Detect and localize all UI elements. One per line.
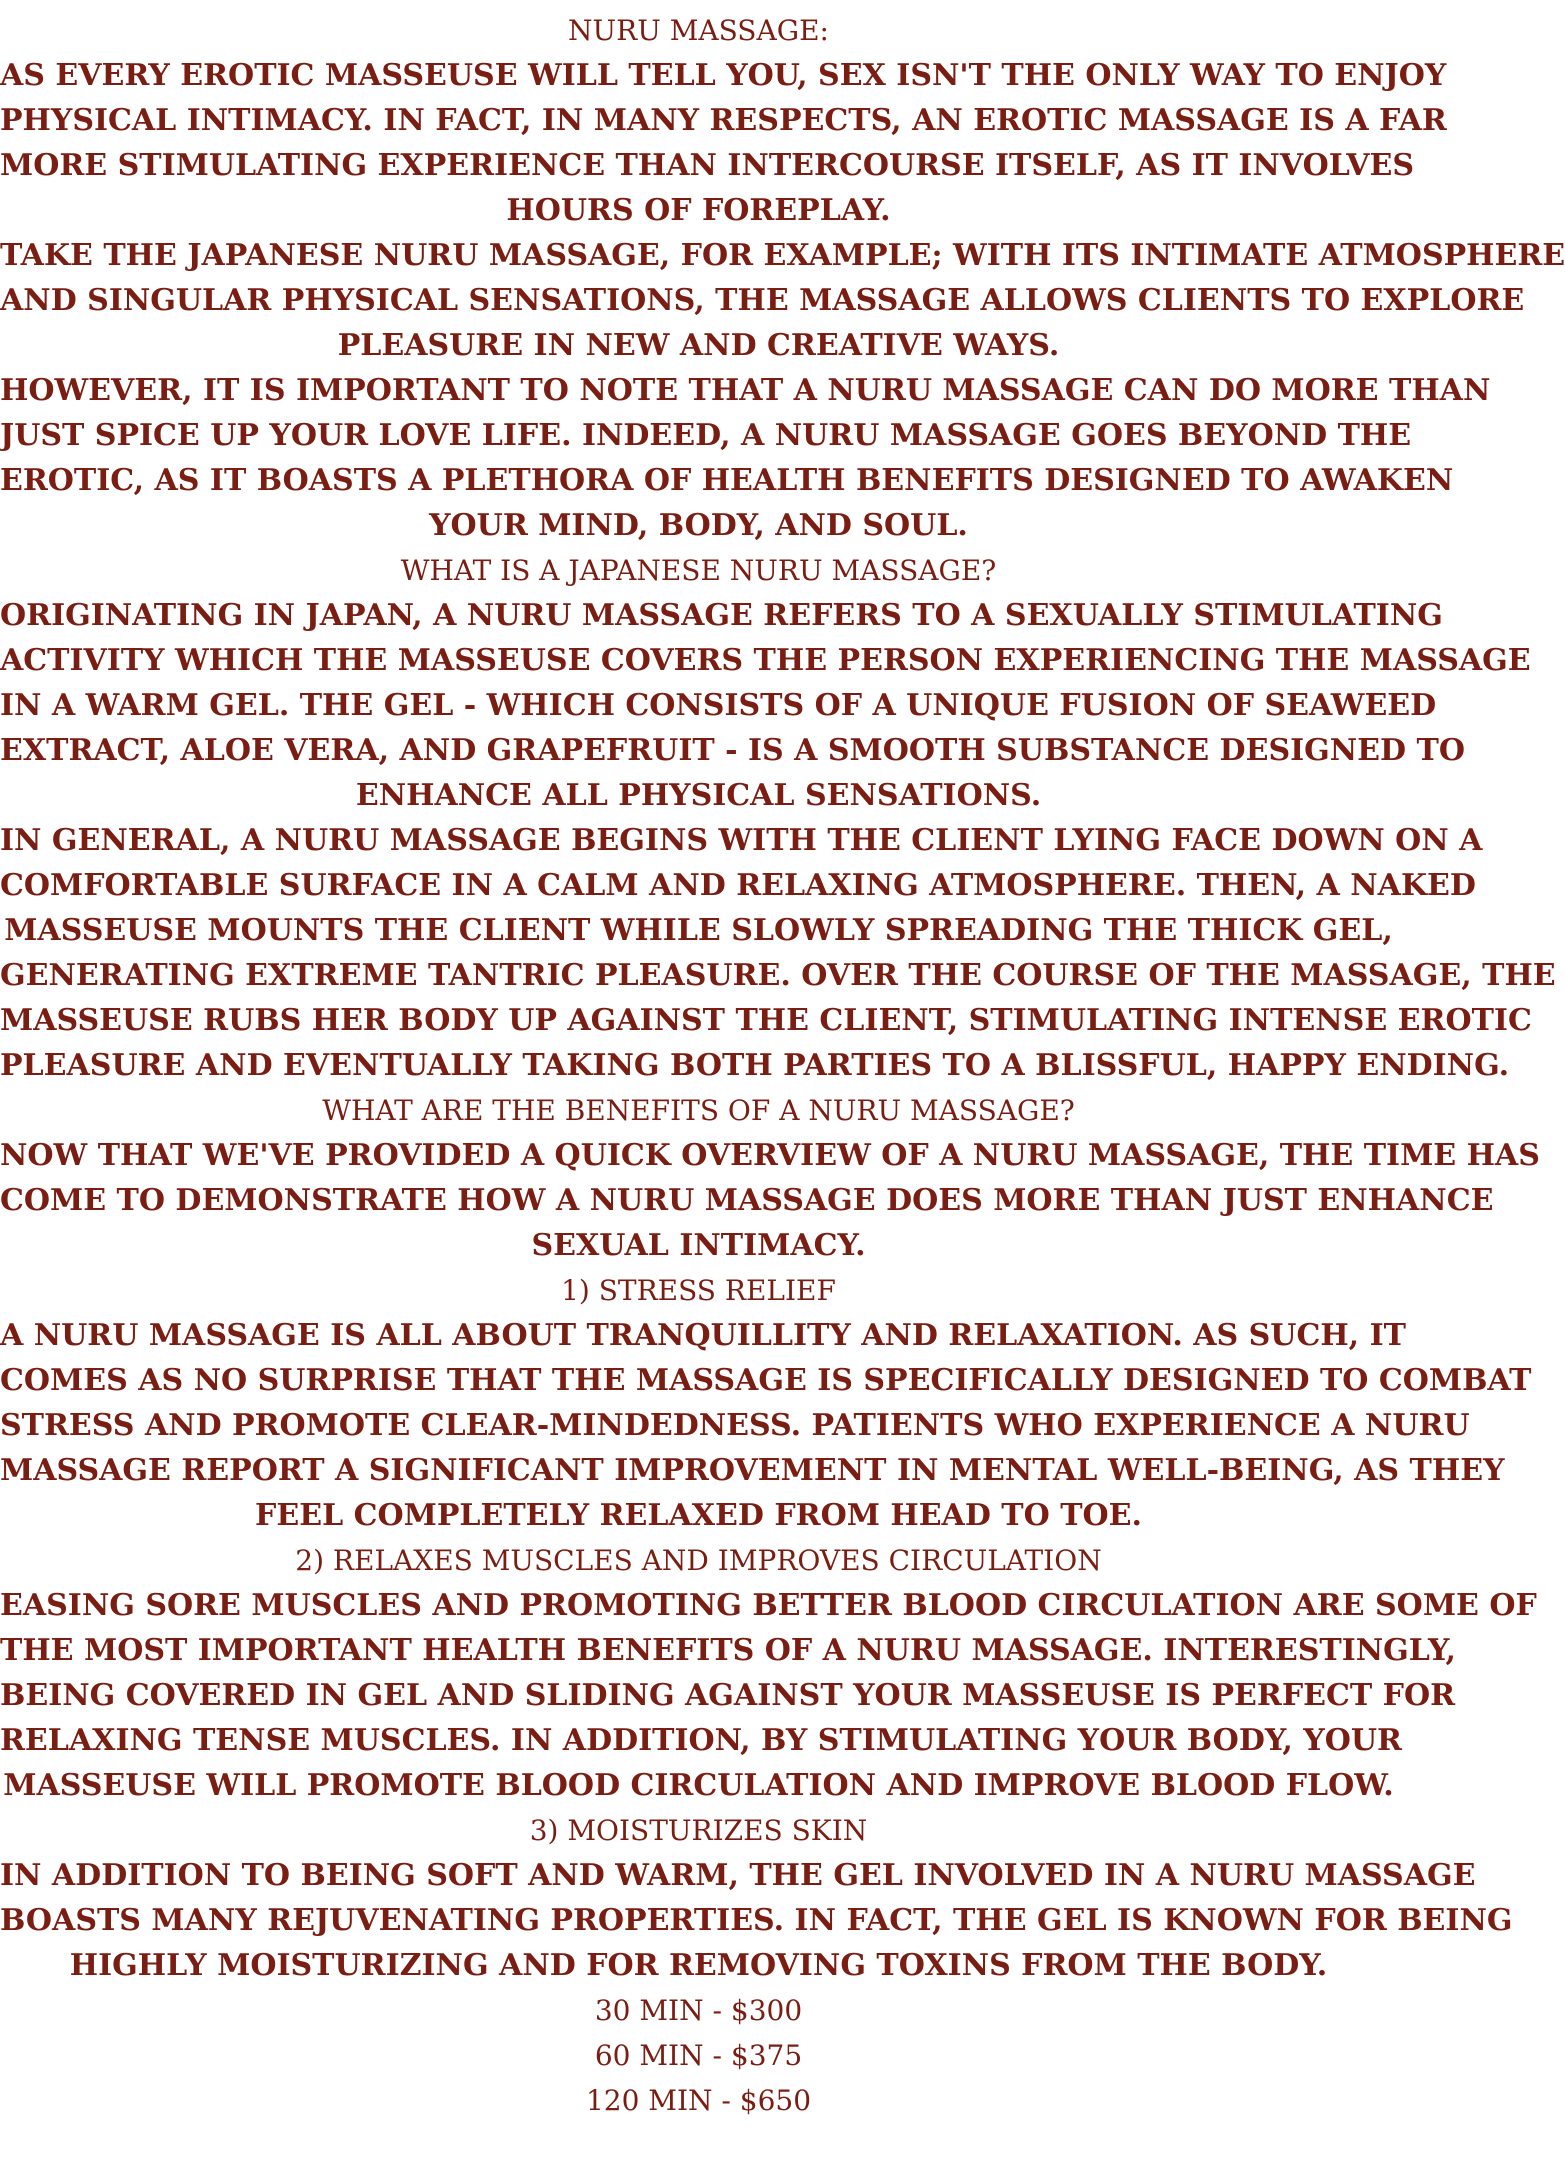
text-line: COMES AS NO SURPRISE THAT THE MASSAGE IS SPECIFICALLY DESIGNED TO COMBAT	[0, 1363, 1532, 1398]
benefit-heading-skin: 3) MOISTURIZES SKIN	[529, 1814, 868, 1847]
benefit-muscles	[0, 1583, 1537, 1808]
text-line: GENERATING EXTREME TANTRIC PLEASURE. OVER THE COURSE OF THE MASSAGE, THE	[0, 958, 1556, 993]
text-line: MASSEUSE WILL PROMOTE BLOOD CIRCULATION AND IMPROVE BLOOD FLOW.	[3, 1768, 1394, 1803]
section-heading-what-is: WHAT IS A JAPANESE NURU MASSAGE?	[400, 554, 997, 587]
text-line: BEING COVERED IN GEL AND SLIDING AGAINST YOUR MASSEUSE IS PERFECT FOR	[0, 1678, 1456, 1713]
text-line: AS EVERY EROTIC MASSEUSE WILL TELL YOU, SEX ISN'T THE ONLY WAY TO ENJOY	[0, 58, 1447, 93]
text-line: STRESS AND PROMOTE CLEAR-MINDEDNESS. PATIENTS WHO EXPERIENCE A NURU	[0, 1408, 1470, 1443]
text-line: HOWEVER, IT IS IMPORTANT TO NOTE THAT A NURU MASSAGE CAN DO MORE THAN	[0, 373, 1491, 408]
text-line: A NURU MASSAGE IS ALL ABOUT TRANQUILLITY AND RELAXATION. AS SUCH, IT	[0, 1318, 1406, 1353]
text-line: COMFORTABLE SURFACE IN A CALM AND RELAXING ATMOSPHERE. THEN, A NAKED	[0, 868, 1476, 903]
text-line: SEXUAL INTIMACY.	[531, 1228, 866, 1263]
text-line: MASSAGE REPORT A SIGNIFICANT IMPROVEMENT IN MENTAL WELL-BEING, AS THEY	[0, 1453, 1505, 1488]
text-line: MASSEUSE RUBS HER BODY UP AGAINST THE CLIENT, STIMULATING INTENSE EROTIC	[0, 1003, 1532, 1038]
what-is-paragraph-1	[0, 593, 1531, 818]
page-title: NURU MASSAGE:	[568, 14, 829, 47]
text-line: YOUR MIND, BODY, AND SOUL.	[429, 508, 968, 543]
text-line: TAKE THE JAPANESE NURU MASSAGE, FOR EXAMPLE; WITH ITS INTIMATE ATMOSPHERE	[0, 238, 1565, 273]
text-line: EASING SORE MUSCLES AND PROMOTING BETTER BLOOD CIRCULATION ARE SOME OF	[0, 1588, 1537, 1623]
intro-paragraph-1	[0, 53, 1447, 233]
benefit-skin	[0, 1853, 1513, 1988]
text-line: EXTRACT, ALOE VERA, AND GRAPEFRUIT - IS A SMOOTH SUBSTANCE DESIGNED TO	[0, 733, 1465, 768]
section-heading-benefits: WHAT ARE THE BENEFITS OF A NURU MASSAGE?	[322, 1094, 1075, 1127]
text-line: IN A WARM GEL. THE GEL - WHICH CONSISTS OF A UNIQUE FUSION OF SEAWEED	[0, 688, 1437, 723]
text-line: EROTIC, AS IT BOASTS A PLETHORA OF HEALTH BENEFITS DESIGNED TO AWAKEN	[0, 463, 1454, 498]
intro-paragraph-2	[0, 233, 1565, 368]
price-list	[0, 1988, 1397, 2123]
benefit-stress-relief	[0, 1313, 1532, 1538]
text-line: IN ADDITION TO BEING SOFT AND WARM, THE GEL INVOLVED IN A NURU MASSAGE	[0, 1858, 1476, 1893]
intro-paragraph-3	[0, 368, 1491, 548]
what-is-paragraph-2	[0, 818, 1556, 1088]
text-line: NOW THAT WE'VE PROVIDED A QUICK OVERVIEW OF A NURU MASSAGE, THE TIME HAS	[0, 1138, 1540, 1173]
text-line: PLEASURE AND EVENTUALLY TAKING BOTH PARTIES TO A BLISSFUL, HAPPY ENDING.	[0, 1048, 1510, 1083]
text-line: ORIGINATING IN JAPAN, A NURU MASSAGE REFERS TO A SEXUALLY STIMULATING	[0, 598, 1443, 633]
text-line: THE MOST IMPORTANT HEALTH BENEFITS OF A NURU MASSAGE. INTERESTINGLY,	[0, 1633, 1456, 1668]
text-line: MASSEUSE MOUNTS THE CLIENT WHILE SLOWLY SPREADING THE THICK GEL,	[4, 913, 1393, 948]
text-line: BOASTS MANY REJUVENATING PROPERTIES. IN FACT, THE GEL IS KNOWN FOR BEING	[0, 1903, 1513, 1938]
text-line: ENHANCE ALL PHYSICAL SENSATIONS.	[355, 778, 1042, 813]
benefit-heading-stress-relief: 1) STRESS RELIEF	[561, 1274, 836, 1307]
price-120-min: 120 MIN - $650	[585, 2084, 812, 2117]
text-line: HIGHLY MOISTURIZING AND FOR REMOVING TOXINS FROM THE BODY.	[69, 1948, 1328, 1983]
text-line: MORE STIMULATING EXPERIENCE THAN INTERCOURSE ITSELF, AS IT INVOLVES	[0, 148, 1415, 183]
benefit-heading-muscles: 2) RELAXES MUSCLES AND IMPROVES CIRCULATION	[295, 1544, 1102, 1577]
text-line: JUST SPICE UP YOUR LOVE LIFE. INDEED, A NURU MASSAGE GOES BEYOND THE	[0, 418, 1412, 453]
text-line: PHYSICAL INTIMACY. IN FACT, IN MANY RESPECTS, AN EROTIC MASSAGE IS A FAR	[0, 103, 1447, 138]
price-60-min: 60 MIN - $375	[594, 2039, 803, 2072]
text-line: ACTIVITY WHICH THE MASSEUSE COVERS THE PERSON EXPERIENCING THE MASSAGE	[0, 643, 1531, 678]
document	[0, 8, 1565, 2123]
price-30-min: 30 MIN - $300	[594, 1994, 803, 2027]
text-line: PLEASURE IN NEW AND CREATIVE WAYS.	[337, 328, 1060, 363]
text-line: IN GENERAL, A NURU MASSAGE BEGINS WITH THE CLIENT LYING FACE DOWN ON A	[0, 823, 1483, 858]
text-line: HOURS OF FOREPLAY.	[506, 193, 891, 228]
text-line: COME TO DEMONSTRATE HOW A NURU MASSAGE DOES MORE THAN JUST ENHANCE	[0, 1183, 1494, 1218]
text-line: AND SINGULAR PHYSICAL SENSATIONS, THE MASSAGE ALLOWS CLIENTS TO EXPLORE	[0, 283, 1525, 318]
text-line: RELAXING TENSE MUSCLES. IN ADDITION, BY STIMULATING YOUR BODY, YOUR	[0, 1723, 1402, 1758]
text-line: FEEL COMPLETELY RELAXED FROM HEAD TO TOE.	[255, 1498, 1142, 1533]
benefits-intro	[0, 1133, 1540, 1268]
